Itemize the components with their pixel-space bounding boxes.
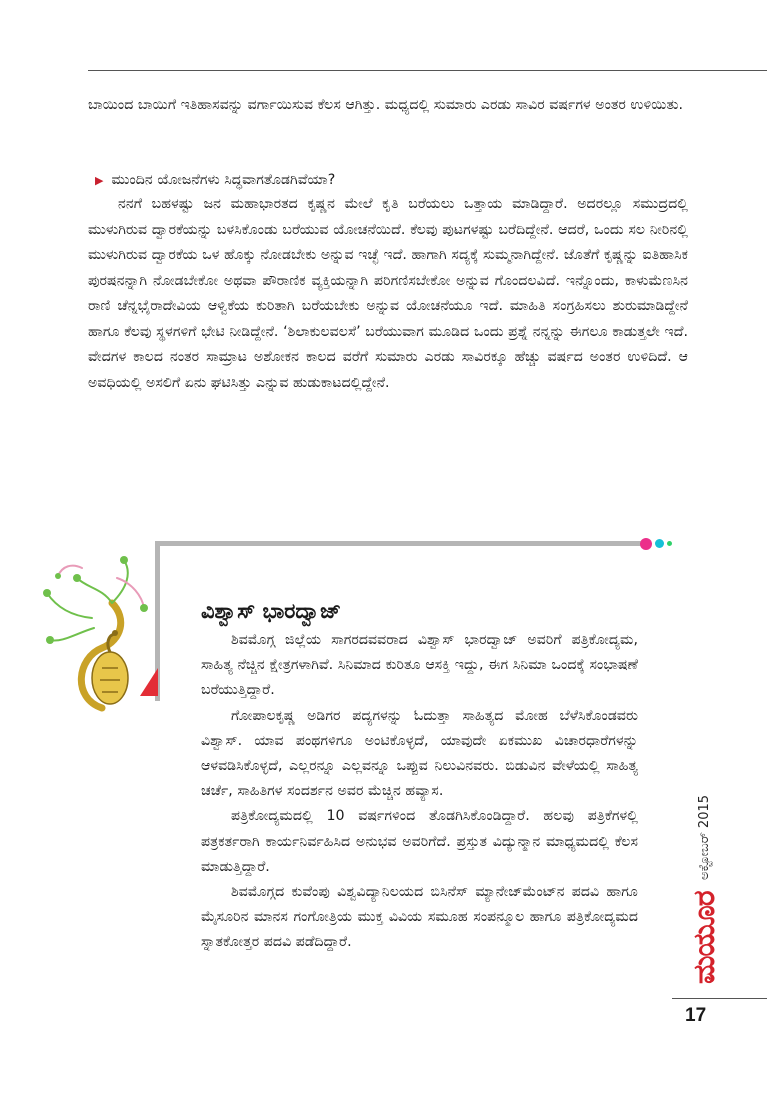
frame-top-bar [155, 541, 648, 546]
magazine-logo: ಮಯೂರ [687, 891, 722, 985]
bio-text [201, 628, 638, 956]
cyan-dot [655, 539, 664, 548]
bio-paragraph-3: ಪತ್ರಿಕೋದ್ಯಮದಲ್ಲಿ 10 ವರ್ಷಗಳಿಂದ ತೊಡಗಿಸಿಕೊಂಡಿದ್ದಾರೆ. ಹಲವು ಪತ್ರಿಕೆಗಳಲ್ಲಿ ಪತ್ರಕರ್ತರಾಗಿ ಕಾರ್ಯನಿರ್ವಹಿಸಿದ ಅನುಭವ ಅವರಿಗೆದೆ. ಪ್ರಸ್ತುತ ವಿದ್ಯುನ್ಮಾನ ಮಾಧ್ಯಮದಲ್ಲಿ ಕೆಲಸ ಮಾಡುತ್ತಿದ್ದಾರೆ. [201, 808, 638, 875]
top-rule [88, 70, 767, 71]
question-text: ಮುಂದಿನ ಯೋಜನೆಗಳು ಸಿದ್ಧವಾಗತೊಡಗಿವೆಯಾ? [111, 172, 336, 188]
pink-dot [640, 538, 652, 550]
bio-paragraph-1: ಶಿವಮೊಗ್ಗ ಜಿಲ್ಲೆಯ ಸಾಗರದವವರಾದ ವಿಶ್ವಾಸ್ ಭಾರದ್ವಾಜ್ ಅವರಿಗೆ ಪತ್ರಿಕೋದ್ಯಮ, ಸಾಹಿತ್ಯ ನೆಚ್ಚಿನ ಕ್ಷೇತ್ರಗಳಾಗಿವೆ. ಸಿನಿಮಾದ ಕುರಿತೂ ಆಸಕ್ತಿ ಇದ್ದು, ಈಗ ಸಿನಿಮಾ ಒಂದಕ್ಕೆ ಸಂಭಾಷಣೆ ಬರೆಯುತ್ತಿದ್ದಾರೆ. [201, 632, 638, 699]
triangle-bullet-icon: ▶ [95, 174, 104, 187]
bottom-rule [672, 998, 767, 999]
bio-name: ವಿಶ್ವಾಸ್ ಭಾರದ್ವಾಜ್ [201, 599, 342, 623]
bio-paragraph-4: ಶಿವಮೊಗ್ಗದ ಕುವೆಂಪು ವಿಶ್ವವಿದ್ಯಾನಿಲಯದ ಬಿಸಿನೆಸ್ ಮ್ಯಾನೇಜ್‌ಮೆಂಟ್‌ನ ಪದವಿ ಹಾಗೂ ಮೈಸೂರಿನ ಮಾನಸ ಗಂಗೋತ್ರಿಯ ಮುಕ್ತ ವಿವಿಯ ಸಮೂಹ ಸಂಪನ್ಮೂಲ ಹಾಗೂ ಪತ್ರಿಕೋದ್ಯಮದ ಸ್ನಾತಕೋತ್ತರ ಪದವಿ ಪಡೆದಿದ್ದಾರೆ. [201, 884, 638, 951]
bio-paragraph-2: ಗೋಪಾಲಕೃಷ್ಣ ಅಡಿಗರ ಪದ್ಯಗಳನ್ನು ಓದುತ್ತಾ ಸಾಹಿತ್ಯದ ಮೋಹ ಬೆಳೆಸಿಕೊಂಡವರು ವಿಶ್ವಾಸ್. ಯಾವ ಪಂಥಗಳಿಗೂ ಅಂಟಿಕೊಳ್ಳದೆ, ಯಾವುದೇ ಏಕಮುಖ ವಿಚಾರಧಾರೆಗಳನ್ನು ಆಳವಡಿಸಿಕೊಳ್ಳದೆ, ಎಲ್ಲರನ್ನೂ ಎಲ್ಲವನ್ನೂ ಒಪ್ಪುವ ನಿಲುವಿನವರು. ಬಿಡುವಿನ ವೇಳೆಯಲ್ಲಿ ಸಾಹಿತ್ಯ ಚರ್ಚೆ, ಸಾಹಿತಿಗಳ ಸಂದರ್ಶನ ಅವರ ಮೆಚ್ಚಿನ ಹವ್ಯಾಸ. [201, 707, 638, 800]
paragraph-intro: ಬಾಯಿಂದ ಬಾಯಿಗೆ ಇತಿಹಾಸವನ್ನು ವರ್ಗಾಯಿಸುವ ಕೆಲಸ ಆಗಿತ್ತು. ಮಧ್ಯದಲ್ಲಿ ಸುಮಾರು ಎರಡು ಸಾವಿರ ವರ್ಷಗಳ ಅಂತರ ಉಳಿಯಿತು. [88, 97, 684, 113]
question-heading [95, 168, 695, 193]
answer-paragraph: ನನಗೆ ಬಹಳಷ್ಟು ಜನ ಮಹಾಭಾರತದ ಕೃಷ್ಣನ ಮೇಲೆ ಕೃತಿ ಬರೆಯಲು ಒತ್ತಾಯ ಮಾಡಿದ್ದಾರೆ. ಅದರಲ್ಲೂ ಸಮುದ್ರದಲ್ಲಿ ಮುಳುಗಿರುವ ದ್ವಾರಕೆಯನ್ನು ಬಳಸಿಕೊಂಡು ಬರೆಯುವ ಯೋಚನೆಯಿದೆ. ಕೆಲವು ಪುಟಗಳಷ್ಟು ಬರೆದಿದ್ದೇನೆ. ಆದರೆ, ಒಂದು ಸಲ ನೀರಿನಲ್ಲಿ ಮುಳುಗಿರುವ ದ್ವಾರಕೆಯ ಒಳ ಹೊಕ್ಕು ನೋಡಬೇಕು ಅನ್ನುವ ಇಚ್ಛೆ ಇದೆ. ಹಾಗಾಗಿ ಸದ್ಯಕ್ಕೆ ಸುಮ್ಮನಾಗಿದ್ದೇನೆ. ಜೊತೆಗೆ ಕೃಷ್ಣನ್ನು ಐತಿಹಾಸಿಕ ಪುರಷನನ್ನಾಗಿ ನೋಡಬೇಕೋ ಅಥವಾ ಪೌರಾಣಿಕ ವ್ಯಕ್ತಿಯನ್ನಾಗಿ ಪರಿಗಣಿಸಬೇಕೋ ಅನ್ನುವ ಗೊಂದಲವಿದೆ. ಇನ್ನೊಂದು, ಕಾಳುಮೆಣಸಿನ ರಾಣಿ ಚೆನ್ನಭೈರಾದೇವಿಯ ಆಳ್ವಿಕೆಯ ಕುರಿತಾಗಿ ಬರೆಯಬೇಕು ಅನ್ನುವ ಯೋಚನೆಯೂ ಇದೆ. ಮಾಹಿತಿ ಸಂಗ್ರಹಿಸಲು ಶುರುಮಾಡಿದ್ದೇನೆ ಹಾಗೂ ಕೆಲವು ಸ್ಥಳಗಳಿಗೆ ಭೇಟಿ ನೀಡಿದ್ದೇನೆ. ‘ಶಿಲಾಕುಲವಲಸೆ’ ಬರೆಯುವಾಗ ಮೂಡಿದ ಒಂದು ಪ್ರಶ್ನೆ ನನ್ನನ್ನು ಈಗಲೂ ಕಾಡುತ್ತಲೇ ಇದೆ. ವೇದಗಳ ಕಾಲದ ನಂತರ ಸಾಮ್ರಾಟ ಅಶೋಕನ ಕಾಲದ ವರೆಗೆ ಸುಮಾರು ಎರಡು ಸಾವಿರಕ್ಕೂ ಹೆಚ್ಚು ವರ್ಷದ ಅಂತರ ಉಳಿದಿದೆ. ಆ ಅವಧಿಯಲ್ಲಿ ಅಸಲಿಗೆ ಏನು ಘಟಿಸಿತ್ತು ಎನ್ನುವ ಹುಡುಕಾಟದಲ್ಲಿದ್ದೇನೆ. [88, 196, 688, 391]
green-dot [667, 541, 672, 546]
peacock-illustration-icon [32, 548, 160, 718]
page-number: 17 [685, 1005, 707, 1026]
issue-date: ಅಕ್ಟೋಬರ್ 2015 [697, 794, 712, 880]
